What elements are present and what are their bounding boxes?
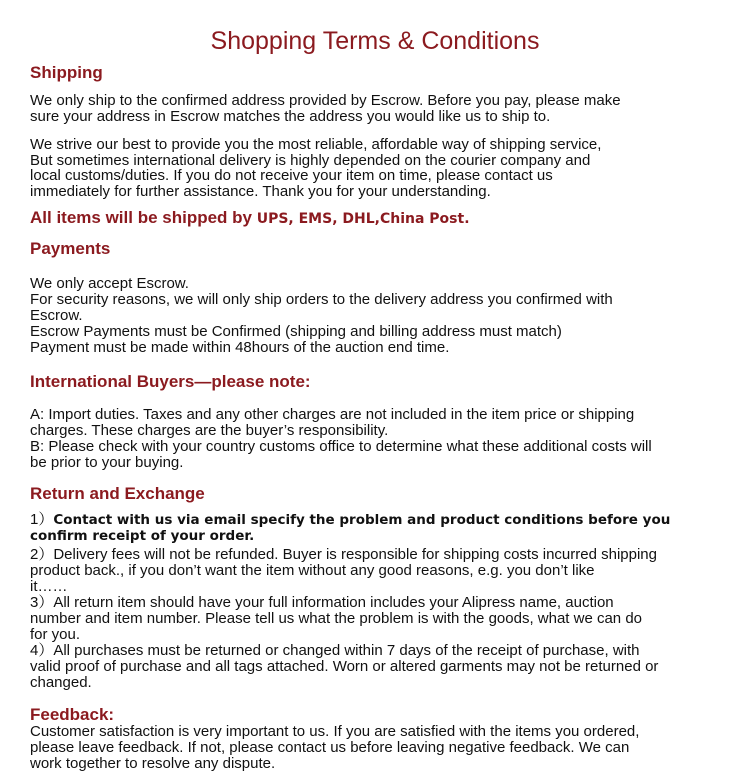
text-line: We only ship to the confirmed address provided by Escrow. Before you pay, please make xyxy=(30,92,621,109)
text-line: local customs/duties. If you do not receive your item on time, please contact us xyxy=(30,167,553,184)
returns-items-rest xyxy=(30,547,726,691)
text-line: We only accept Escrow. xyxy=(30,275,189,292)
international-section xyxy=(30,372,726,392)
carriers-note xyxy=(30,208,726,229)
text-line: changed. xyxy=(30,674,92,691)
returns-section xyxy=(30,484,726,504)
carriers-list: UPS, EMS, DHL,China Post. xyxy=(256,211,470,227)
text-line: 3）All return item should have your full information includes your Alipress name, auction xyxy=(30,594,614,611)
text-line: please leave feedback. If not, please contact us before leaving negative feedback. We can xyxy=(30,739,630,756)
text-line: Payment must be made within 48hours of the auction end time. xyxy=(30,339,450,356)
text-line: But sometimes international delivery is highly depended on the courier company and xyxy=(30,151,591,169)
international-heading: International Buyers—please note: xyxy=(30,372,311,391)
shipping-paragraph-1 xyxy=(30,93,726,124)
text-line: product back., if you don’t want the item without any good reasons, e.g. you don’t like xyxy=(30,562,595,579)
text-line: work together to resolve any dispute. xyxy=(30,755,276,772)
text-line: it…… xyxy=(30,578,68,595)
feedback-section xyxy=(30,705,726,725)
text-line: We strive our best to provide you the most reliable, affordable way of shipping service, xyxy=(30,136,602,153)
page-title: Shopping Terms & Conditions xyxy=(210,27,540,55)
shipping-paragraph-2 xyxy=(30,137,726,199)
text-line: for you. xyxy=(30,626,81,643)
payments-paragraph xyxy=(30,276,726,356)
returns-item-1-text-cont: confirm receipt of your order. xyxy=(30,528,255,544)
text-line: 4）All purchases must be returned or changed within 7 days of the receipt of purchase, with xyxy=(30,642,640,659)
feedback-paragraph xyxy=(30,724,726,772)
returns-item-1-text: Contact with us via email specify the problem and product conditions before you xyxy=(53,512,671,528)
carriers-prefix: All items will be shipped by xyxy=(30,208,257,227)
text-line: charges. These charges are the buyer’s responsibility. xyxy=(30,422,389,439)
text-line: immediately for further assistance. Thank you for your understanding. xyxy=(30,182,491,200)
text-line: number and item number. Please tell us what the problem is with the goods, what we can do xyxy=(30,610,643,627)
returns-heading: Return and Exchange xyxy=(30,484,205,503)
text-line: Escrow Payments must be Confirmed (shipping and billing address must match) xyxy=(30,323,562,340)
text-line: B: Please check with your country customs office to determine what these additional costs will xyxy=(30,438,652,455)
payments-section xyxy=(30,239,726,259)
text-line: For security reasons, we will only ship orders to the delivery address you confirmed with xyxy=(30,291,613,308)
shipping-section xyxy=(30,63,726,83)
text-line: Escrow. xyxy=(30,307,83,324)
text-line: Customer satisfaction is very important to us. If you are satisfied with the items you ordered, xyxy=(30,723,640,740)
international-paragraph xyxy=(30,407,726,471)
shipping-heading: Shipping xyxy=(30,63,103,82)
text-line: 2）Delivery fees will not be refunded. Buyer is responsible for shipping costs incurred shipping xyxy=(30,546,657,563)
text-line: A: Import duties. Taxes and any other charges are not included in the item price or shipping xyxy=(30,406,635,423)
returns-item-1 xyxy=(30,512,726,544)
payments-heading: Payments xyxy=(30,239,111,258)
text-line: valid proof of purchase and all tags attached. Worn or altered garments may not be returned or xyxy=(30,658,659,675)
text-line: sure your address in Escrow matches the address you would like us to ship to. xyxy=(30,107,551,125)
item-number: 1） xyxy=(30,511,54,528)
text-line: be prior to your buying. xyxy=(30,454,184,471)
feedback-heading: Feedback: xyxy=(30,705,115,724)
